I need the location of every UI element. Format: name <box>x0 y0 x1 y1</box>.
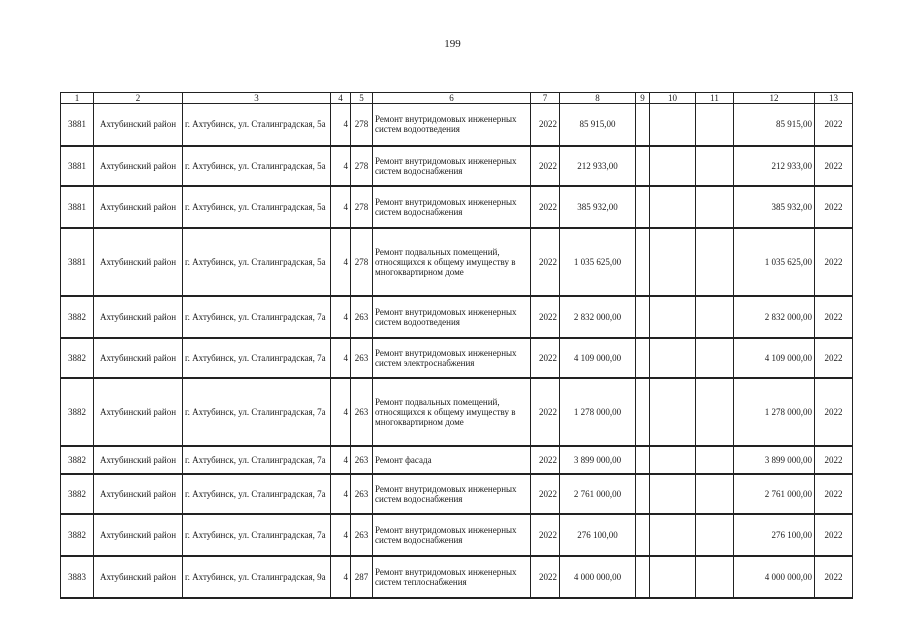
year-cell: 2022 <box>531 338 560 378</box>
code-cell: 263 <box>351 338 373 378</box>
total-cell: 3 899 000,00 <box>734 446 815 474</box>
table-row <box>61 186 853 228</box>
column-11-cell <box>696 146 734 186</box>
district-cell: Ахтубинский район <box>94 446 183 474</box>
end-year-cell: 2022 <box>815 296 853 338</box>
year-cell: 2022 <box>531 514 560 556</box>
work-type-cell: Ремонт внутридомовых инженерных систем водоснабжения <box>373 514 531 556</box>
floors-cell: 4 <box>331 556 351 598</box>
work-type-cell: Ремонт внутридомовых инженерных систем водоснабжения <box>373 474 531 514</box>
year-cell: 2022 <box>531 146 560 186</box>
cost-cell: 212 933,00 <box>560 146 636 186</box>
end-year-cell: 2022 <box>815 556 853 598</box>
code-cell: 263 <box>351 474 373 514</box>
column-11-cell <box>696 474 734 514</box>
table-row <box>61 338 853 378</box>
year-cell: 2022 <box>531 556 560 598</box>
address-cell: г. Ахтубинск, ул. Сталинградская, 5а <box>183 104 331 146</box>
work-type-cell: Ремонт внутридомовых инженерных систем водоснабжения <box>373 146 531 186</box>
end-year-cell: 2022 <box>815 228 853 296</box>
register-body <box>61 104 853 598</box>
column-10-cell <box>650 556 696 598</box>
year-cell: 2022 <box>531 474 560 514</box>
end-year-cell: 2022 <box>815 104 853 146</box>
record-id-cell: 3881 <box>61 146 94 186</box>
floors-cell: 4 <box>331 186 351 228</box>
address-cell: г. Ахтубинск, ул. Сталинградская, 5а <box>183 228 331 296</box>
column-10-cell <box>650 228 696 296</box>
end-year-cell: 2022 <box>815 474 853 514</box>
record-id-cell: 3882 <box>61 446 94 474</box>
column-9-cell <box>636 338 650 378</box>
district-cell: Ахтубинский район <box>94 228 183 296</box>
code-cell: 263 <box>351 446 373 474</box>
column-10-cell <box>650 474 696 514</box>
column-10-cell <box>650 296 696 338</box>
floors-cell: 4 <box>331 146 351 186</box>
column-header: 5 <box>351 93 373 104</box>
end-year-cell: 2022 <box>815 514 853 556</box>
address-cell: г. Ахтубинск, ул. Сталинградская, 7а <box>183 514 331 556</box>
address-cell: г. Ахтубинск, ул. Сталинградская, 7а <box>183 378 331 446</box>
column-11-cell <box>696 104 734 146</box>
column-11-cell <box>696 446 734 474</box>
column-9-cell <box>636 474 650 514</box>
column-11-cell <box>696 296 734 338</box>
year-cell: 2022 <box>531 104 560 146</box>
record-id-cell: 3881 <box>61 186 94 228</box>
record-id-cell: 3882 <box>61 474 94 514</box>
column-9-cell <box>636 104 650 146</box>
total-cell: 2 761 000,00 <box>734 474 815 514</box>
total-cell: 4 000 000,00 <box>734 556 815 598</box>
district-cell: Ахтубинский район <box>94 104 183 146</box>
register-table <box>60 92 853 599</box>
address-cell: г. Ахтубинск, ул. Сталинградская, 5а <box>183 146 331 186</box>
column-11-cell <box>696 228 734 296</box>
cost-cell: 1 278 000,00 <box>560 378 636 446</box>
column-header: 13 <box>815 93 853 104</box>
district-cell: Ахтубинский район <box>94 186 183 228</box>
work-type-cell: Ремонт фасада <box>373 446 531 474</box>
end-year-cell: 2022 <box>815 338 853 378</box>
floors-cell: 4 <box>331 338 351 378</box>
address-cell: г. Ахтубинск, ул. Сталинградская, 7а <box>183 338 331 378</box>
column-header: 2 <box>94 93 183 104</box>
floors-cell: 4 <box>331 446 351 474</box>
total-cell: 276 100,00 <box>734 514 815 556</box>
address-cell: г. Ахтубинск, ул. Сталинградская, 7а <box>183 296 331 338</box>
year-cell: 2022 <box>531 378 560 446</box>
address-cell: г. Ахтубинск, ул. Сталинградская, 9а <box>183 556 331 598</box>
column-9-cell <box>636 514 650 556</box>
cost-cell: 4 109 000,00 <box>560 338 636 378</box>
total-cell: 212 933,00 <box>734 146 815 186</box>
work-type-cell: Ремонт подвальных помещений, относящихся к общему имуществу в многоквартирном доме <box>373 378 531 446</box>
total-cell: 1 278 000,00 <box>734 378 815 446</box>
table-row <box>61 228 853 296</box>
column-9-cell <box>636 446 650 474</box>
column-header: 11 <box>696 93 734 104</box>
column-header: 6 <box>373 93 531 104</box>
header-row <box>61 93 853 104</box>
code-cell: 278 <box>351 228 373 296</box>
column-9-cell <box>636 378 650 446</box>
column-11-cell <box>696 186 734 228</box>
district-cell: Ахтубинский район <box>94 338 183 378</box>
table-row <box>61 446 853 474</box>
work-type-cell: Ремонт внутридомовых инженерных систем водоотведения <box>373 104 531 146</box>
work-type-cell: Ремонт внутридомовых инженерных систем водоснабжения <box>373 186 531 228</box>
table-row <box>61 474 853 514</box>
code-cell: 263 <box>351 514 373 556</box>
column-10-cell <box>650 514 696 556</box>
record-id-cell: 3882 <box>61 338 94 378</box>
year-cell: 2022 <box>531 228 560 296</box>
work-type-cell: Ремонт внутридомовых инженерных систем водоотведения <box>373 296 531 338</box>
column-header: 12 <box>734 93 815 104</box>
end-year-cell: 2022 <box>815 378 853 446</box>
code-cell: 263 <box>351 378 373 446</box>
cost-cell: 4 000 000,00 <box>560 556 636 598</box>
district-cell: Ахтубинский район <box>94 556 183 598</box>
code-cell: 263 <box>351 296 373 338</box>
column-11-cell <box>696 514 734 556</box>
year-cell: 2022 <box>531 186 560 228</box>
floors-cell: 4 <box>331 514 351 556</box>
column-11-cell <box>696 556 734 598</box>
district-cell: Ахтубинский район <box>94 378 183 446</box>
column-header: 7 <box>531 93 560 104</box>
column-header: 3 <box>183 93 331 104</box>
record-id-cell: 3882 <box>61 296 94 338</box>
table-row <box>61 104 853 146</box>
table-row <box>61 514 853 556</box>
column-9-cell <box>636 186 650 228</box>
end-year-cell: 2022 <box>815 146 853 186</box>
column-header: 4 <box>331 93 351 104</box>
column-10-cell <box>650 338 696 378</box>
table-row <box>61 378 853 446</box>
record-id-cell: 3881 <box>61 228 94 296</box>
total-cell: 1 035 625,00 <box>734 228 815 296</box>
total-cell: 2 832 000,00 <box>734 296 815 338</box>
record-id-cell: 3883 <box>61 556 94 598</box>
column-header: 10 <box>650 93 696 104</box>
district-cell: Ахтубинский район <box>94 296 183 338</box>
column-9-cell <box>636 556 650 598</box>
cost-cell: 2 761 000,00 <box>560 474 636 514</box>
cost-cell: 385 932,00 <box>560 186 636 228</box>
record-id-cell: 3881 <box>61 104 94 146</box>
column-9-cell <box>636 296 650 338</box>
floors-cell: 4 <box>331 474 351 514</box>
page-number: 199 <box>444 38 461 50</box>
column-10-cell <box>650 446 696 474</box>
code-cell: 278 <box>351 186 373 228</box>
column-9-cell <box>636 146 650 186</box>
district-cell: Ахтубинский район <box>94 146 183 186</box>
year-cell: 2022 <box>531 446 560 474</box>
total-cell: 4 109 000,00 <box>734 338 815 378</box>
work-type-cell: Ремонт внутридомовых инженерных систем электроснабжения <box>373 338 531 378</box>
column-9-cell <box>636 228 650 296</box>
floors-cell: 4 <box>331 104 351 146</box>
table-row <box>61 146 853 186</box>
column-header: 8 <box>560 93 636 104</box>
cost-cell: 1 035 625,00 <box>560 228 636 296</box>
code-cell: 287 <box>351 556 373 598</box>
column-10-cell <box>650 104 696 146</box>
district-cell: Ахтубинский район <box>94 514 183 556</box>
column-11-cell <box>696 378 734 446</box>
cost-cell: 85 915,00 <box>560 104 636 146</box>
column-10-cell <box>650 146 696 186</box>
total-cell: 385 932,00 <box>734 186 815 228</box>
record-id-cell: 3882 <box>61 378 94 446</box>
end-year-cell: 2022 <box>815 446 853 474</box>
column-11-cell <box>696 338 734 378</box>
cost-cell: 2 832 000,00 <box>560 296 636 338</box>
address-cell: г. Ахтубинск, ул. Сталинградская, 5а <box>183 186 331 228</box>
table-row <box>61 556 853 598</box>
record-id-cell: 3882 <box>61 514 94 556</box>
work-type-cell: Ремонт внутридомовых инженерных систем теплоснабжения <box>373 556 531 598</box>
column-header: 9 <box>636 93 650 104</box>
cost-cell: 276 100,00 <box>560 514 636 556</box>
column-header: 1 <box>61 93 94 104</box>
year-cell: 2022 <box>531 296 560 338</box>
floors-cell: 4 <box>331 378 351 446</box>
work-type-cell: Ремонт подвальных помещений, относящихся к общему имуществу в многоквартирном доме <box>373 228 531 296</box>
column-10-cell <box>650 186 696 228</box>
floors-cell: 4 <box>331 228 351 296</box>
district-cell: Ахтубинский район <box>94 474 183 514</box>
column-10-cell <box>650 378 696 446</box>
code-cell: 278 <box>351 146 373 186</box>
address-cell: г. Ахтубинск, ул. Сталинградская, 7а <box>183 474 331 514</box>
code-cell: 278 <box>351 104 373 146</box>
end-year-cell: 2022 <box>815 186 853 228</box>
cost-cell: 3 899 000,00 <box>560 446 636 474</box>
table-row <box>61 296 853 338</box>
total-cell: 85 915,00 <box>734 104 815 146</box>
address-cell: г. Ахтубинск, ул. Сталинградская, 7а <box>183 446 331 474</box>
floors-cell: 4 <box>331 296 351 338</box>
